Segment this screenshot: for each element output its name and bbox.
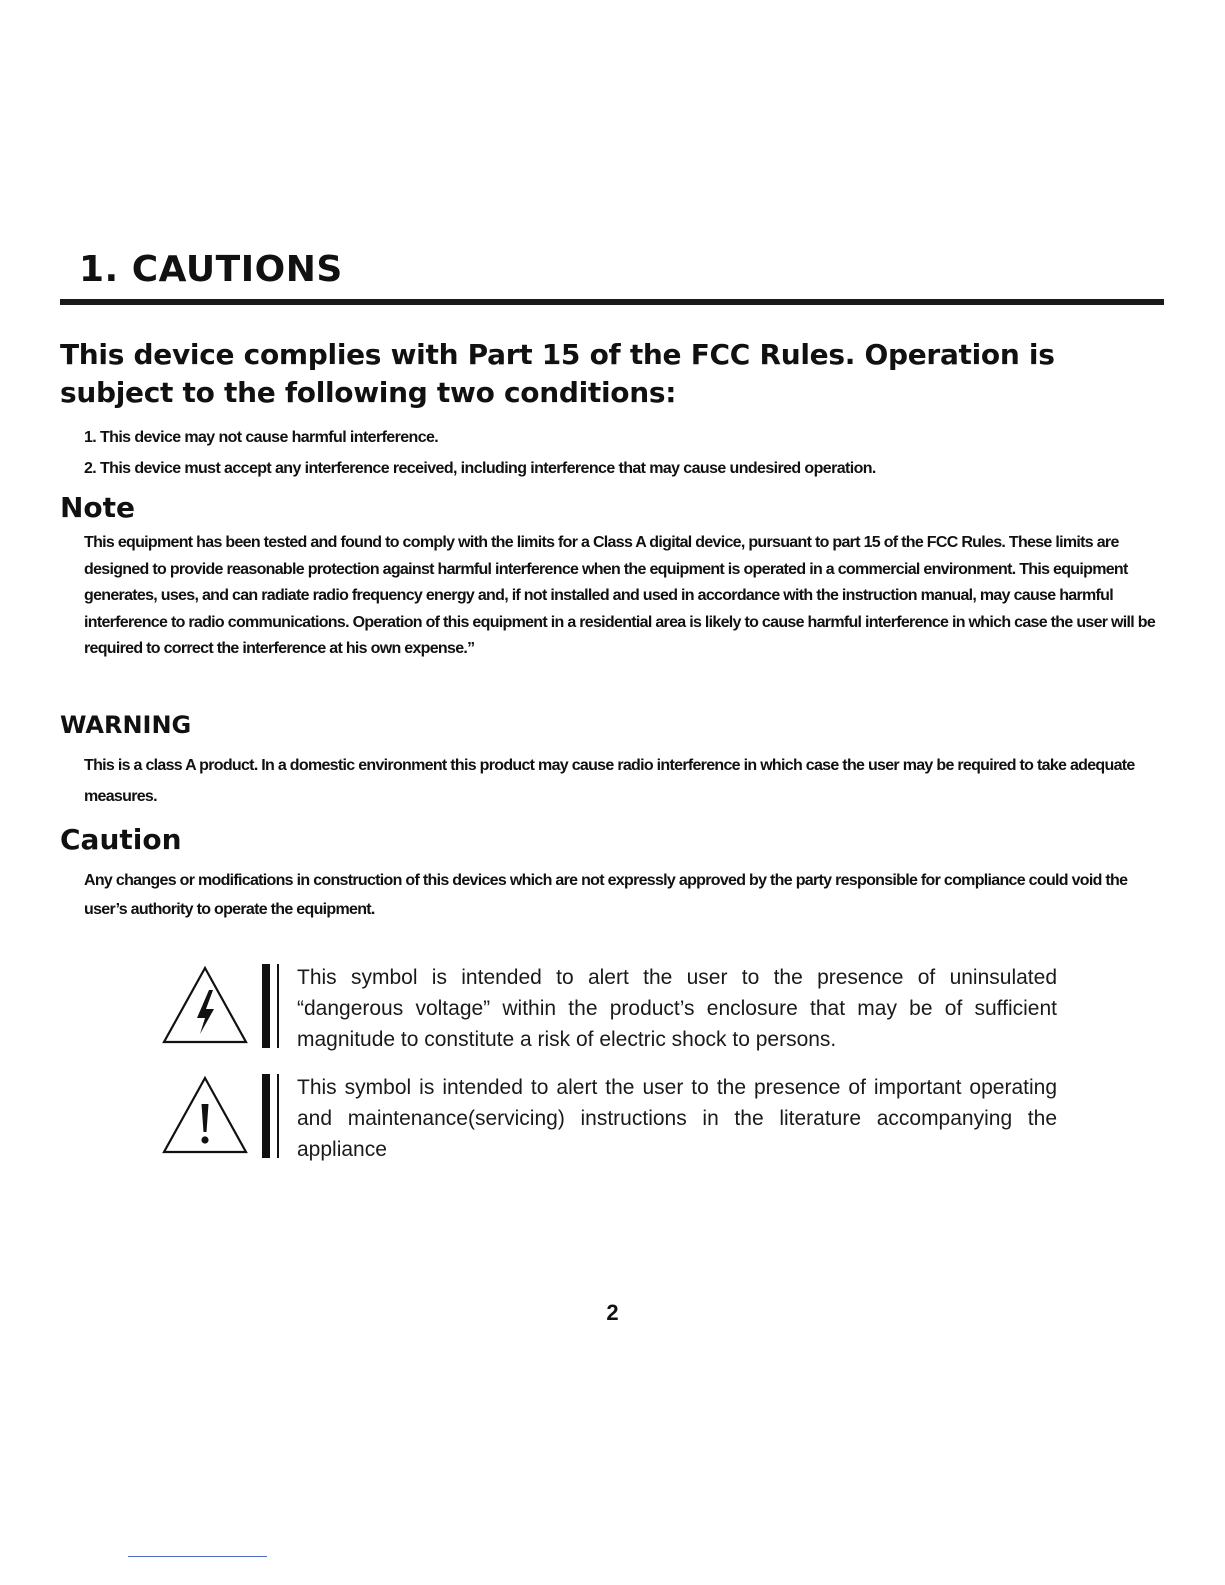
symbol-bar	[262, 1074, 270, 1158]
warning-body: This is a class A product. In a domestic environment this product may cause radio interference in which case the user may be required to take adequate measures.	[84, 757, 1135, 805]
page-number: 2	[606, 1300, 619, 1325]
symbol-bar-thin	[277, 964, 279, 1048]
page-title: 1. CAUTIONS	[79, 249, 343, 290]
caution-heading: Caution	[60, 823, 182, 856]
lightning-warning-icon	[160, 964, 250, 1046]
electric-shock-symbol-row	[160, 962, 1060, 1057]
symbol-bar	[262, 964, 270, 1048]
electric-shock-symbol-text: This symbol is intended to alert the user to the presence of uninsulated “dangerous voltage” within the product’s enclosure that may be of sufficient magnitude to constitute a risk of electric shock to persons.	[297, 966, 1057, 1051]
note-body: This equipment has been tested and found to comply with the limits for a Class A digital device, pursuant to part 15 of the FCC Rules. These limits are designed to provide reasonable protection against harmful interference when the equipment is operated in a commercial environment. This equipment generates, uses, and can radiate radio frequency energy and, if not installed and used in accordance with the instruction manual, may cause harmful interference to radio communications. Operation of this equipment in a residential area is likely to cause harmful interference in which case the user will be required to correct the interference at his own expense.”	[84, 534, 1156, 657]
condition-item: 1. This device may not cause harmful interference.	[84, 429, 439, 446]
caution-body: Any changes or modifications in construction of this devices which are not expressly approved by the party responsible for compliance could void the user’s authority to operate the equipment.	[84, 872, 1128, 918]
title-divider	[60, 299, 1164, 305]
note-heading: Note	[60, 491, 136, 524]
instructions-symbol-row	[160, 1072, 1060, 1167]
fcc-compliance-heading: This device complies with Part 15 of the FCC Rules. Operation is subject to the following two conditions:	[60, 338, 1055, 409]
condition-item: 2. This device must accept any interference received, including interference that may cause undesired operation.	[84, 460, 876, 477]
conditions-list	[84, 422, 876, 484]
instructions-symbol-text: This symbol is intended to alert the user to the presence of important operating and maintenance(servicing) instructions in the literature accompanying the appliance	[297, 1076, 1057, 1161]
symbol-bar-thin	[277, 1074, 279, 1158]
footer-rule	[128, 1556, 267, 1557]
exclamation-warning-icon	[160, 1074, 250, 1156]
warning-heading: WARNING	[60, 711, 192, 739]
